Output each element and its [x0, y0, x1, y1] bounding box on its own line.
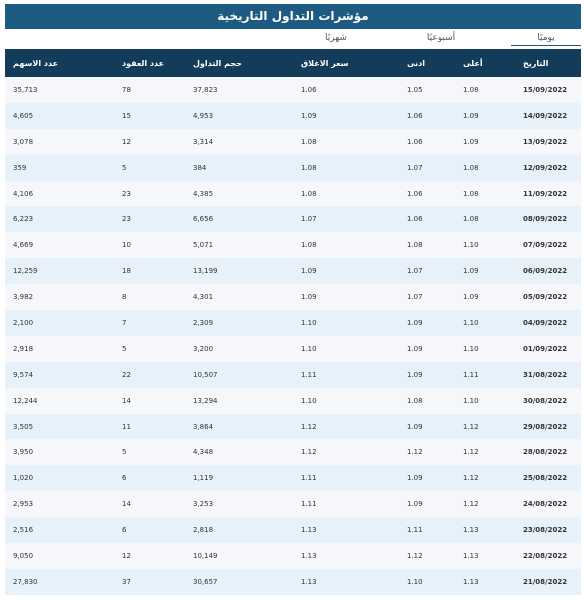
cell-shares: 4,605 [13, 111, 34, 120]
cell-date: 23/08/2022 [523, 526, 568, 535]
table-row [5, 284, 581, 310]
cell-volume: 10,149 [193, 551, 218, 560]
cell-close: 1.11 [301, 370, 317, 379]
cell-low: 1.09 [407, 318, 423, 327]
cell-low: 1.05 [407, 85, 423, 94]
cell-high: 1.09 [463, 111, 479, 120]
cell-close: 1.09 [301, 293, 317, 302]
cell-high: 1.12 [463, 422, 479, 431]
cell-high: 1.08 [463, 189, 479, 198]
table-row [5, 336, 581, 362]
cell-high: 1.11 [463, 370, 479, 379]
cell-shares: 9,050 [13, 551, 34, 560]
cell-shares: 12,244 [13, 396, 38, 405]
cell-volume: 2,818 [193, 526, 214, 535]
cell-shares: 6,223 [13, 215, 34, 224]
cell-high: 1.10 [463, 318, 479, 327]
cell-high: 1.12 [463, 474, 479, 483]
cell-shares: 3,505 [13, 422, 34, 431]
cell-close: 1.08 [301, 163, 317, 172]
cell-high: 1.09 [463, 293, 479, 302]
cell-close: 1.07 [301, 215, 317, 224]
table-row [5, 414, 581, 440]
cell-volume: 6,656 [193, 215, 214, 224]
cell-contracts: 6 [122, 526, 127, 535]
cell-shares: 3,078 [13, 137, 34, 146]
cell-shares: 35,713 [13, 85, 38, 94]
cell-close: 1.12 [301, 422, 317, 431]
cell-high: 1.10 [463, 344, 479, 353]
cell-close: 1.09 [301, 267, 317, 276]
cell-high: 1.12 [463, 500, 479, 509]
cell-close: 1.10 [301, 318, 317, 327]
cell-shares: 2,516 [13, 526, 34, 535]
cell-shares: 9,574 [13, 370, 34, 379]
cell-date: 12/09/2022 [523, 163, 568, 172]
cell-low: 1.07 [407, 163, 423, 172]
cell-volume: 4,301 [193, 293, 214, 302]
cell-date: 05/09/2022 [523, 293, 568, 302]
cell-contracts: 6 [122, 474, 127, 483]
table-row [5, 465, 581, 491]
table-row [5, 77, 581, 103]
cell-shares: 359 [13, 163, 27, 172]
trading-table [5, 49, 581, 595]
cell-contracts: 11 [122, 422, 131, 431]
tab-weekly[interactable]: أسبوعيًا [426, 33, 456, 43]
cell-volume: 3,314 [193, 137, 214, 146]
cell-close: 1.11 [301, 474, 317, 483]
cell-contracts: 22 [122, 370, 131, 379]
cell-volume: 1,119 [193, 474, 214, 483]
cell-volume: 384 [193, 163, 207, 172]
table-row [5, 569, 581, 595]
cell-contracts: 78 [122, 85, 131, 94]
cell-contracts: 15 [122, 111, 131, 120]
cell-shares: 3,982 [13, 293, 34, 302]
col-contracts[interactable]: عدد العقود [122, 58, 165, 68]
col-shares[interactable]: عدد الاسهم [13, 58, 59, 68]
cell-close: 1.09 [301, 111, 317, 120]
cell-close: 1.10 [301, 396, 317, 405]
cell-low: 1.06 [407, 215, 423, 224]
cell-contracts: 23 [122, 215, 131, 224]
cell-volume: 4,348 [193, 448, 214, 457]
cell-low: 1.10 [407, 577, 423, 586]
cell-volume: 4,385 [193, 189, 214, 198]
cell-contracts: 7 [122, 318, 127, 327]
col-low[interactable]: ادنى [407, 58, 425, 68]
table-header-row [5, 49, 581, 77]
table-row [5, 103, 581, 129]
historical-trading-panel [5, 4, 581, 595]
cell-close: 1.12 [301, 448, 317, 457]
cell-high: 1.09 [463, 267, 479, 276]
cell-contracts: 37 [122, 577, 131, 586]
cell-contracts: 18 [122, 267, 131, 276]
cell-volume: 37,823 [193, 85, 218, 94]
cell-high: 1.08 [463, 163, 479, 172]
cell-low: 1.06 [407, 189, 423, 198]
cell-date: 08/09/2022 [523, 215, 568, 224]
cell-shares: 2,953 [13, 500, 34, 509]
cell-low: 1.12 [407, 448, 423, 457]
table-row [5, 155, 581, 181]
cell-date: 06/09/2022 [523, 267, 568, 276]
cell-shares: 1,020 [13, 474, 34, 483]
cell-close: 1.13 [301, 526, 317, 535]
cell-contracts: 14 [122, 396, 131, 405]
cell-high: 1.13 [463, 577, 479, 586]
table-row [5, 543, 581, 569]
cell-close: 1.10 [301, 344, 317, 353]
table-row [5, 129, 581, 155]
cell-contracts: 12 [122, 137, 131, 146]
col-date[interactable]: التاريخ [523, 58, 549, 68]
cell-low: 1.07 [407, 267, 423, 276]
table-row [5, 362, 581, 388]
cell-close: 1.06 [301, 85, 317, 94]
cell-high: 1.10 [463, 396, 479, 405]
table-row [5, 491, 581, 517]
cell-contracts: 8 [122, 293, 127, 302]
cell-date: 07/09/2022 [523, 241, 568, 250]
tab-daily[interactable]: يوميًا [511, 33, 581, 46]
cell-volume: 13,294 [193, 396, 218, 405]
cell-shares: 2,100 [13, 318, 34, 327]
cell-volume: 5,071 [193, 241, 214, 250]
cell-volume: 3,864 [193, 422, 214, 431]
cell-high: 1.09 [463, 137, 479, 146]
col-close[interactable]: سعر الاغلاق [301, 58, 349, 68]
cell-low: 1.08 [407, 396, 423, 405]
cell-volume: 2,309 [193, 318, 214, 327]
tab-monthly[interactable]: شهريًا [325, 33, 347, 43]
cell-low: 1.06 [407, 111, 423, 120]
cell-contracts: 12 [122, 551, 131, 560]
cell-high: 1.13 [463, 526, 479, 535]
cell-low: 1.12 [407, 551, 423, 560]
cell-contracts: 23 [122, 189, 131, 198]
cell-shares: 12,259 [13, 267, 38, 276]
table-row [5, 232, 581, 258]
cell-date: 21/08/2022 [523, 577, 568, 586]
cell-shares: 4,669 [13, 241, 34, 250]
table-row [5, 181, 581, 207]
cell-date: 30/08/2022 [523, 396, 568, 405]
table-row [5, 517, 581, 543]
cell-low: 1.11 [407, 526, 423, 535]
cell-high: 1.13 [463, 551, 479, 560]
cell-high: 1.08 [463, 215, 479, 224]
cell-contracts: 5 [122, 163, 127, 172]
cell-shares: 3,950 [13, 448, 34, 457]
cell-shares: 2,918 [13, 344, 34, 353]
cell-volume: 3,200 [193, 344, 214, 353]
cell-volume: 10,507 [193, 370, 218, 379]
cell-contracts: 5 [122, 448, 127, 457]
cell-close: 1.08 [301, 189, 317, 198]
cell-high: 1.12 [463, 448, 479, 457]
period-tabs [5, 29, 581, 49]
cell-close: 1.13 [301, 577, 317, 586]
cell-date: 15/09/2022 [523, 85, 568, 94]
cell-close: 1.13 [301, 551, 317, 560]
cell-contracts: 10 [122, 241, 131, 250]
cell-date: 13/09/2022 [523, 137, 568, 146]
col-high[interactable]: أعلى [463, 58, 483, 68]
cell-low: 1.09 [407, 500, 423, 509]
cell-low: 1.08 [407, 241, 423, 250]
cell-date: 22/08/2022 [523, 551, 568, 560]
cell-date: 04/09/2022 [523, 318, 568, 327]
cell-high: 1.08 [463, 85, 479, 94]
cell-low: 1.09 [407, 474, 423, 483]
cell-date: 29/08/2022 [523, 422, 568, 431]
cell-low: 1.07 [407, 293, 423, 302]
cell-date: 24/08/2022 [523, 500, 568, 509]
cell-low: 1.09 [407, 370, 423, 379]
table-row [5, 388, 581, 414]
cell-high: 1.10 [463, 241, 479, 250]
cell-volume: 13,199 [193, 267, 218, 276]
cell-shares: 27,830 [13, 577, 38, 586]
cell-close: 1.08 [301, 241, 317, 250]
cell-volume: 3,253 [193, 500, 214, 509]
cell-shares: 4,106 [13, 189, 34, 198]
cell-low: 1.09 [407, 344, 423, 353]
table-row [5, 258, 581, 284]
cell-volume: 30,657 [193, 577, 218, 586]
panel-title: مؤشرات التداول التاريخية [5, 4, 581, 29]
cell-date: 31/08/2022 [523, 370, 568, 379]
cell-volume: 4,953 [193, 111, 214, 120]
cell-date: 11/09/2022 [523, 189, 568, 198]
cell-contracts: 14 [122, 500, 131, 509]
cell-low: 1.09 [407, 422, 423, 431]
table-row [5, 310, 581, 336]
cell-date: 28/08/2022 [523, 448, 568, 457]
cell-close: 1.08 [301, 137, 317, 146]
table-row [5, 439, 581, 465]
cell-contracts: 5 [122, 344, 127, 353]
table-row [5, 206, 581, 232]
col-volume[interactable]: حجم التداول [193, 58, 242, 68]
cell-date: 01/09/2022 [523, 344, 568, 353]
cell-close: 1.11 [301, 500, 317, 509]
cell-low: 1.06 [407, 137, 423, 146]
cell-date: 25/08/2022 [523, 474, 568, 483]
cell-date: 14/09/2022 [523, 111, 568, 120]
